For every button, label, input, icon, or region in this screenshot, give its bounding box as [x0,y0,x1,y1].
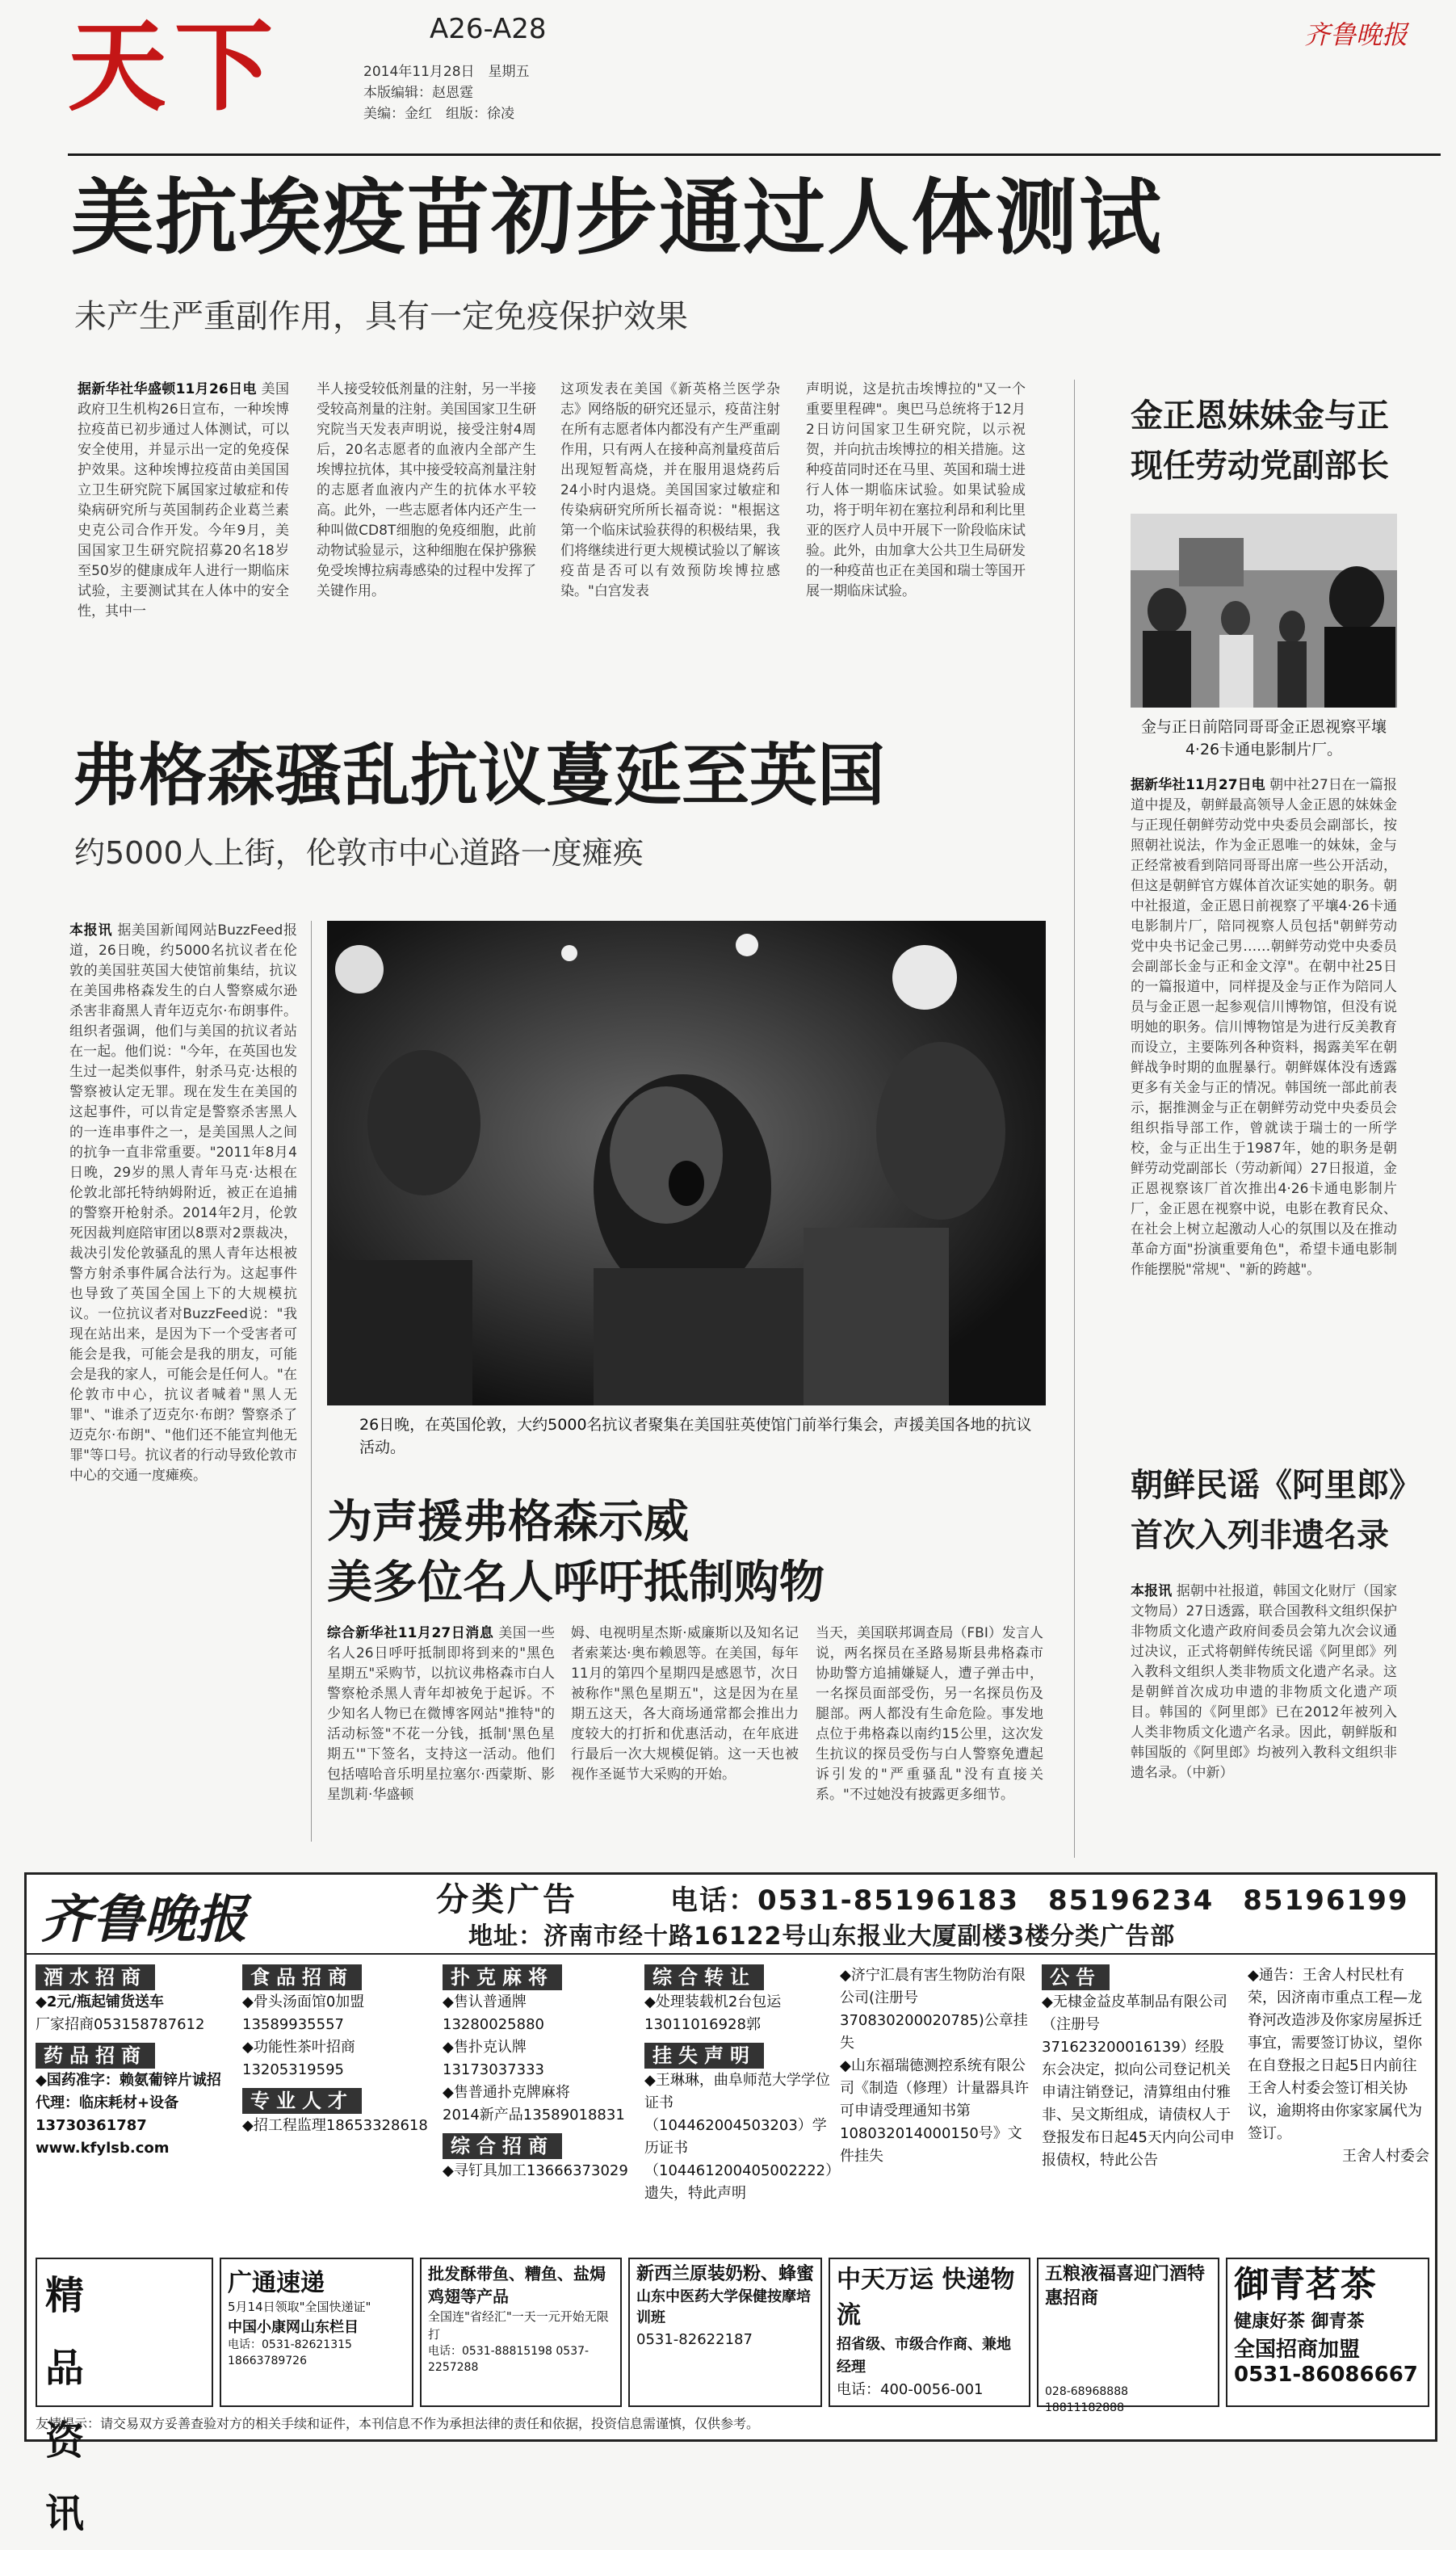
list-item: ◆济宁汇晨有害生物防治有限公司(注册号370830200020785)公章挂失 [840,1967,1028,2052]
ad-title: 五粮液福喜迎门酒特惠招商 [1045,2264,1206,2308]
ad-title: 广通速递 [228,2269,325,2297]
byline: 综合新华社11月27日消息 [327,1625,494,1641]
ad-express [829,2258,1030,2407]
subhead-ferguson-uk: 约5000人上街，伦敦市中心道路一度瘫痪 [74,835,644,871]
ad-phone: 028-68968888 18811182888 [1045,2385,1140,2414]
ad-phone: 0531-86086667 [1234,2363,1418,2387]
ad-guangtong [220,2258,413,2407]
ad-line: 招省级、市级合作商、兼地经理 [837,2336,1011,2376]
vaccine-col-1 [78,380,289,670]
classified-col-2 [242,1964,428,2137]
phone-numbers: 0531-85196183 85196234 85196199 [757,1884,1409,1917]
article-text: 据朝中社报道，韩国文化财厅（国家文物局）27日透露，联合国教科文组织保护非物质文化遗产政府间委员会第九次会议通过决议，正式将朝鲜传统民谣《阿里郎》列入教科文组织人类非物质文化遗产名录。这是朝鲜首次成功申遗的非物质文化遗产项目。韩国的《阿里郎》已在2012年被列入人类非物质文化遗产名录。因此，朝鲜版和韩国版的《阿里郎》均被列入教科文组织非遗名录。（中新） [1131,1583,1398,1781]
section-title: 天下 [68,10,281,124]
list-item: ◆寻钉具加工13666373029 [443,2162,628,2179]
classified-disclaimer: 友情提示：请交易双方妥善查验对方的相关手续和证件，本刊信息不作为承担法律的责任和依据，投资信息需谨慎，仅供参考。 [36,2416,760,2431]
headline-line: 朝鲜民谣《阿里郎》 [1131,1467,1421,1504]
list-item: ◆售扑克认牌 [443,2039,527,2056]
arirang-article [1131,1582,1397,1852]
category-tag: 食品招商 [242,1964,362,1990]
newspaper-brand: 齐鲁晚报 [1303,19,1408,50]
list-item: 王舍人村委会 [1342,2148,1429,2165]
header-divider [68,153,1441,156]
article-text: 美国一些名人26日呼吁抵制即将到来的"黑色星期五"采购节，以抗议弗格森市白人警察枪杀黑人青年却被免于起诉。不少知名人物已在微博客网站"推特"的活动标签"不花一分钱，抵制'黑色星期五'"下签名，支持这一活动。他们包括嘻哈音乐明星拉塞尔·西蒙斯、影星凯莉·华盛顿 [327,1625,556,1803]
list-item: ◆处理装载机2台包运 [644,1993,782,2010]
byline: 据新华社11月27日电 [1131,777,1265,793]
list-item: ◆售认普通牌 [443,1993,527,2010]
ad-phone: 0531-82622187 [636,2331,753,2348]
list-item: ◆王琳琳，曲阜师范大学学位证书（104462004503203）学历证书（104461200405002222）遗失，特此声明 [644,2072,841,2202]
category-tag: 综合招商 [443,2133,562,2159]
headline-arirang [1131,1460,1421,1561]
kim-photo [1131,514,1397,708]
category-tag: 综合转让 [644,1964,764,1990]
list-item: 13280025880 [443,2016,544,2033]
list-item: ◆骨头汤面馆0加盟 [242,1993,365,2010]
ad-title: 精 品 资 讯 [45,2273,107,2536]
ad-wine [1037,2258,1219,2414]
ad-phone: 电话：0531-88815198 0537-2257288 [428,2345,590,2374]
editor-credit: 本版编辑：赵恩霆 [363,85,473,101]
list-item: 13589935557 [242,2016,344,2033]
ad-title: 御青茗茶 [1234,2264,1376,2305]
art-credit: 美编：金红 组版：徐凌 [363,106,514,122]
article-text: 朝中社27日在一篇报道中提及，朝鲜最高领导人金正恩的妹妹金与正现任朝鲜劳动党中央委员会副部长，按照朝社说法，作为金正恩唯一的妹妹，金与正经常被看到陪同哥哥出席一些公开活动，但这是朝鲜官方媒体首次证实她的职务。朝中社报道，金正恩日前视察了平壤4·26卡通电影制片厂，陪同视察人员包括"朝鲜劳动党中央书记金己男……朝鲜劳动党中央委员会副部长金与正和金文淳"。在朝中社25日的一篇报道中，同样提及金与正作为陪同人员与金正恩一起参观信川博物馆，但没有说明她的职务。信川博物馆是为进行反美教育而设立，主要陈列各种资料，揭露美军在朝鲜战争时期的血腥暴行。朝鲜媒体没有透露更多有关金与正的情况。韩国统一部此前表示，据推测金与正在朝鲜劳动党中央委员会组织指导部工作，曾就读于瑞士的一所学校，金与正出生于1987年，她的职务是朝鲜劳动党副部长（劳动新闻）27日报道，金正恩视察该厂首次推出4·26卡通电影制片厂，金正恩在视察中说，电影在教育民众、在社会上树立起激动人心的氛围以及在推动革命方面"扮演重要角色"，希望卡通电影制作能摆脱"常规"、"新的跨越"。 [1131,777,1398,1278]
subhead-vaccine: 未产生严重副作用，具有一定免疫保护效果 [74,298,688,335]
category-tag: 专业人才 [242,2088,362,2114]
classified-phone [670,1878,1409,1918]
classified-col-5 [840,1964,1034,2168]
list-item: 13205319595 [242,2061,344,2078]
vaccine-col-3: 这项发表在美国《新英格兰医学杂志》网络版的研究还显示，疫苗注射在所有志愿者体内都没有产生严重副作用，只有两人在接种高剂量疫苗后出现短暂高烧，并在服用退烧药后24小时内退烧。美国国家过敏症和传染病研究所所长福奇说："根据这第一个临床试验获得的积极结果，我们将继续进行更大规模试验以了解该疫苗是否可以有效预防埃博拉感染。"白宫发表 [560,381,780,599]
classified-col-6 [1042,1964,1236,2172]
byline: 本报讯 [1131,1583,1173,1599]
list-item: ◆无棣金益皮革制品有限公司（注册号371623200016139）经股东会决定，拟向公司登记机关申请注销登记，清算组由付雅非、吴文斯组成，请债权人于登报发布日起45天内向公司申报债权，特此公告 [1042,1993,1235,2169]
classified-brand: 齐鲁晚报 [40,1889,247,1950]
list-item: ◆国药准字：赖氨葡锌片诚招代理：临床耗材+设备13730361787 [36,2072,221,2134]
boycott-col-3: 当天，美国联邦调查局（FBI）发言人说，两名探员在圣路易斯县弗格森市协助警方追捕嫌疑人，遭子弹击中，一名探员面部受伤，另一名探员伤及腿部。两人都没有生命危险。事发地点位于弗格森以南约15公里，这次发生抗议的探员受伤与白人警察免遭起诉引发的"严重骚乱"没有直接关系。"不过她没有披露更多细节。 [816,1625,1043,1803]
list-item: ◆2元/瓶起铺货送车 [36,1993,164,2010]
list-item: ◆售普通扑克牌麻将 [443,2084,570,2101]
headline-kim [1131,391,1389,491]
headline-line: 现任劳动党副部长 [1131,447,1389,485]
protest-photo-caption: 26日晚，在英国伦敦，大约5000名抗议者聚集在美国驻英使馆门前举行集会，声援美国各地的抗议活动。 [359,1416,1032,1456]
ad-seafood [420,2258,622,2407]
classified-col-1 [36,1964,223,2160]
boycott-col-2: 姆、电视明星杰斯·威廉斯以及知名记者索莱达·奥布赖恩等。在美国，每年11月的第四个星期四是感恩节，次日被称作"黑色星期五"，这是因为在星期五这天，各大商场通常都会推出力度较大的打折和优惠活动，在年底进行最后一次大规模促销。这一天也被视作圣诞节大采购的开始。 [571,1625,799,1783]
byline: 据新华社华盛顿11月26日电 [78,381,257,397]
page-range: A26-A28 [430,13,547,45]
category-tag: 扑克麻将 [443,1964,562,1990]
ad-jingpin [36,2258,213,2536]
vaccine-col-4: 声明说，这是抗击埃博拉的"又一个重要里程碑"。奥巴马总统将于12月2日访问国家卫生研究院，以示祝贺，并向抗击埃博拉的相关措施。这种疫苗同时还在马里、英国和瑞士进行人体一期临床试验。如果试验成功，将于明年初在塞拉利昂和利比里亚的医疗人员中开展下一阶段临床试验。此外，由加拿大公共卫生局研发的一种疫苗也正在美国和瑞士等国开展一期临床试验。 [806,381,1026,599]
ad-milk [628,2258,822,2407]
list-item: 13173037333 [443,2061,544,2078]
list-item: 2014新产品13589018831 [443,2107,625,2124]
issue-date: 2014年11月28日 星期五 [363,64,530,80]
category-tag: 药品招商 [36,2043,155,2069]
headline-line: 首次入列非遗名录 [1131,1517,1389,1554]
ad-title: 新西兰原装奶粉、蜂蜜 [636,2264,815,2284]
classified-address: 地址：济南市经十路16122号山东报业大厦副楼3楼分类广告部 [468,1922,1176,1951]
protest-photo [327,921,1046,1405]
ad-tea [1226,2258,1429,2407]
ad-line: 全国连"省经汇"一天一元开始无限打 [428,2309,609,2342]
article-text: 据美国新闻网站BuzzFeed报道，26日晚，约5000名抗议者在伦敦的美国驻英国大使馆前集结，抗议在美国弗格森发生的白人警察威尔逊杀害非裔黑人青年迈克尔·布朗事件。组织者强调，他们与美国的抗议者站在一起。他们说："今年，在英国也发生过一起类似事件，射杀马克·达根的警察被认定无罪。现在发生在美国的这起事件，可以肯定是警察杀害黑人的一连串事件之一，是美国黑人之间的抗争一直非常重要。"2011年8月4日晚，29岁的黑人青年马克·达根在伦敦北部托特纳姆附近，被正在追捕的警察开枪射杀。2014年2月，伦敦死因裁判庭陪审团以8票对2票裁决，裁决引发伦敦骚乱的黑人青年达根被警方射杀事件属合法行为。这起事件也导致了英国全国上下的大规模抗议。一位抗议者对BuzzFeed说："我现在站出来，是因为下一个受害者可能会是我，可能会是我的朋友，可能会是我的家人，可能会是任何人。"在伦敦市中心，抗议者喊着"黑人无罪"、"谁杀了迈克尔·布朗？警察杀了迈克尔·布朗"、"他们还不能宣判他无罪"等口号。抗议者的行动导致伦敦市中心的交通一度瘫痪。 [69,922,298,1484]
vaccine-col-2: 半人接受较低剂量的注射，另一半接受较高剂量的注射。美国国家卫生研究院当天发表声明说，接受注射4周后，20名志愿者的血液内全部产生埃博拉抗体，其中接受较高剂量注射的志愿者血液内产生的抗体水平较高。此外，一些志愿者体内还产生一种叫做CD8T细胞的免疫细胞，此前动物试验显示，这种细胞在保护猕猴免受埃博拉病毒感染的过程中发挥了关键作用。 [317,381,536,599]
headline-line: 金正恩妹妹金与正 [1131,397,1389,435]
kim-photo-caption: 金与正日前陪同哥哥金正恩视察平壤4·26卡通电影制片厂。 [1140,718,1387,758]
ad-phone: 电话：400-0056-001 [837,2381,984,2398]
ad-phone: 电话：0531-82621315 18663789726 [228,2338,352,2367]
list-item: 13011016928郭 [644,2016,761,2033]
column-divider [311,921,312,1842]
classified-col-7 [1248,1964,1429,2168]
masthead-meta [363,61,530,124]
list-item: www.kfylsb.com [36,2140,170,2157]
classified-col-3 [443,1964,630,2182]
kim-article [1131,775,1397,1454]
byline: 本报讯 [69,922,113,939]
category-tag: 挂失声明 [644,2043,764,2069]
headline-ferguson-uk: 弗格森骚乱抗议蔓延至英国 [71,736,886,815]
ad-title: 中天万运 快递物流 [837,2266,1015,2329]
list-item: ◆招工程监理18653328618 [242,2117,428,2134]
list-item: ◆通告：王舍人村民杜有荣，因济南市重点工程—龙脊河改造涉及你家房屋拆迁事宜，需要签订协议，望你在自登报之日起5日内前往王舍人村委会签订相关协议，逾期将由你家家属代为签订。 [1248,1967,1422,2142]
ad-line: 5月14日领取"全国快递证" [228,2300,371,2314]
ad-line: 全国招商加盟 [1234,2338,1361,2362]
list-item: ◆山东福瑞德测控系统有限公司《制造（修理）计量器具许可申请受理通知书第108032014000150号》文件挂失 [840,2057,1029,2165]
category-tag: 酒水招商 [36,1964,155,1990]
column-divider [1074,380,1075,1858]
classified-title: 分类广告 [436,1881,578,1918]
ad-title: 批发酥带鱼、糟鱼、盐焗鸡翅等产品 [428,2264,606,2306]
classified-col-4 [644,1964,841,2205]
article-text: 美国政府卫生机构26日宣布，一种埃博拉疫苗已初步通过人体测试，可以安全使用，并显示出一定的免疫保护效果。这种埃博拉疫苗由美国国立卫生研究院下属国家过敏症和传染病研究所与英国制药企业葛兰素史克公司合作开发。今年9月，美国国家卫生研究院招募20名18岁至50岁的健康成年人进行一期临床试验，主要测试其在人体中的安全性，其中一 [78,381,289,620]
list-item: ◆功能性茶叶招商 [242,2039,355,2056]
ad-line: 山东中医药大学保健按摩培训班 [636,2288,811,2326]
headline-boycott-line2: 美多位名人呼吁抵制购物 [327,1556,825,1609]
ad-line: 中国小康网山东栏目 [228,2319,359,2336]
phone-label: 电话： [670,1884,757,1917]
headline-boycott-line1: 为声援弗格森示威 [327,1496,689,1548]
headline-vaccine: 美抗埃疫苗初步通过人体测试 [71,170,1163,267]
boycott-col-1 [327,1624,555,1850]
classified-divider [24,1953,1437,1955]
ad-line: 健康好茶 御青茶 [1234,2312,1365,2332]
ferguson-uk-article [69,921,297,1842]
list-item: 厂家招商053158787612 [36,2016,205,2033]
category-tag: 公告 [1042,1964,1110,1990]
